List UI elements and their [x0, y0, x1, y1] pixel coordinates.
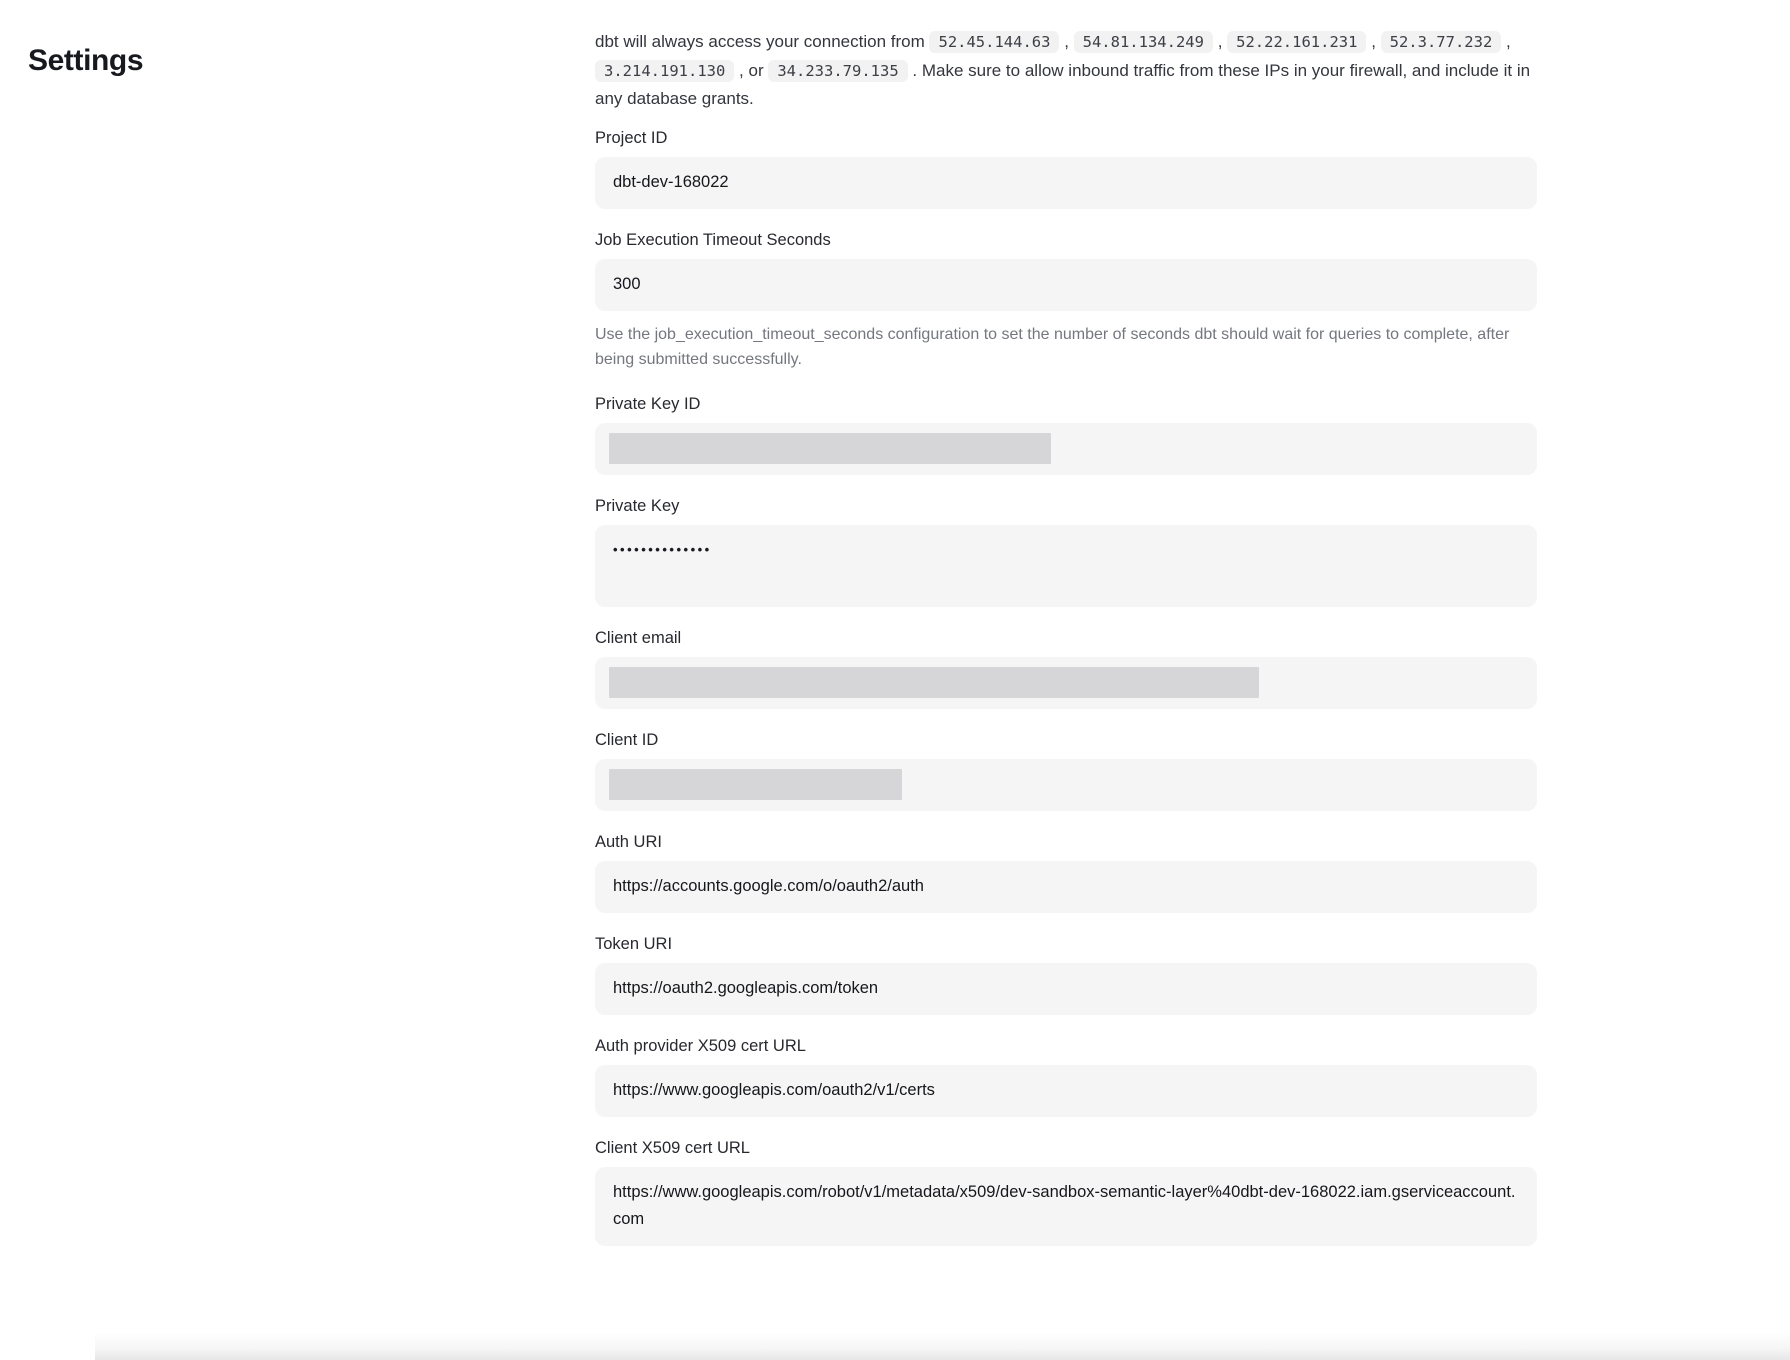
- project-id-value: dbt-dev-168022: [613, 173, 729, 191]
- auth-uri-value: https://accounts.google.com/o/oauth2/auth: [613, 877, 924, 895]
- client-x509-cert-url-value: https://www.googleapis.com/robot/v1/metadata/x509/dev-sandbox-semantic-layer%40dbt-dev-168022.iam.gserviceaccount.com: [613, 1182, 1516, 1228]
- auth-provider-x509-cert-url-value: https://www.googleapis.com/oauth2/v1/certs: [613, 1081, 935, 1099]
- private-key-value: ••••••••••••••: [613, 541, 712, 557]
- ip-address-pill: 3.214.191.130: [595, 60, 734, 82]
- token-uri-label: Token URI: [595, 934, 673, 953]
- connection-ip-notice: dbt will always access your connection from 52.45.144.63 , 54.81.134.249 , 52.22.161.231 , 52.3.77.232 , 3.214.191.130 , or 34.233.79.135 . Make sure to allow inbound traffic from these IPs in your firewall, and include it in any database grants.: [595, 32, 1531, 108]
- project-id-field: [595, 129, 1537, 209]
- redacted-value-block: [609, 769, 902, 800]
- job-execution-timeout-seconds-help-text: Use the job_execution_timeout_seconds configuration to set the number of seconds dbt should wait for queries to complete, after being submitted successfully.: [595, 325, 1510, 368]
- job-execution-timeout-seconds-field: [595, 231, 1537, 373]
- ip-address-pill: 52.45.144.63: [929, 31, 1059, 53]
- client-x509-cert-url-input[interactable]: [595, 1167, 1537, 1246]
- auth-provider-x509-cert-url-input[interactable]: [595, 1065, 1537, 1117]
- client-id-input[interactable]: [595, 759, 1537, 811]
- job-execution-timeout-seconds-input[interactable]: [595, 259, 1537, 311]
- client-email-input[interactable]: [595, 657, 1537, 709]
- job-execution-timeout-seconds-label: Job Execution Timeout Seconds: [595, 230, 831, 249]
- client-email-label: Client email: [595, 628, 682, 647]
- ip-address-pill: 54.81.134.249: [1074, 31, 1213, 53]
- ip-address-pill: 52.3.77.232: [1381, 31, 1502, 53]
- client-x509-cert-url-field: [595, 1139, 1537, 1246]
- client-id-field: [595, 731, 1537, 811]
- ip-address-pill: 34.233.79.135: [768, 60, 907, 82]
- redacted-value-block: [609, 433, 1051, 464]
- auth-provider-x509-cert-url-field: [595, 1037, 1537, 1117]
- bottom-edge-shadow: [95, 1332, 1790, 1360]
- connection-settings-form: [595, 129, 1537, 1246]
- project-id-label: Project ID: [595, 128, 668, 147]
- auth-uri-input[interactable]: [595, 861, 1537, 913]
- settings-content: [595, 28, 1537, 1268]
- token-uri-value: https://oauth2.googleapis.com/token: [613, 979, 879, 997]
- token-uri-field: [595, 935, 1537, 1015]
- client-x509-cert-url-label: Client X509 cert URL: [595, 1138, 750, 1157]
- private-key-id-label: Private Key ID: [595, 394, 701, 413]
- token-uri-input[interactable]: [595, 963, 1537, 1015]
- private-key-id-input[interactable]: [595, 423, 1537, 475]
- job-execution-timeout-seconds-value: 300: [613, 275, 641, 293]
- ip-address-pill: 52.22.161.231: [1227, 31, 1366, 53]
- client-id-label: Client ID: [595, 730, 659, 749]
- private-key-label: Private Key: [595, 496, 680, 515]
- page-title: Settings: [28, 44, 144, 78]
- project-id-input[interactable]: [595, 157, 1537, 209]
- private-key-id-field: [595, 395, 1537, 475]
- auth-uri-field: [595, 833, 1537, 913]
- private-key-input[interactable]: [595, 525, 1537, 607]
- auth-uri-label: Auth URI: [595, 832, 662, 851]
- private-key-field: [595, 497, 1537, 607]
- auth-provider-x509-cert-url-label: Auth provider X509 cert URL: [595, 1036, 806, 1055]
- redacted-value-block: [609, 667, 1259, 698]
- client-email-field: [595, 629, 1537, 709]
